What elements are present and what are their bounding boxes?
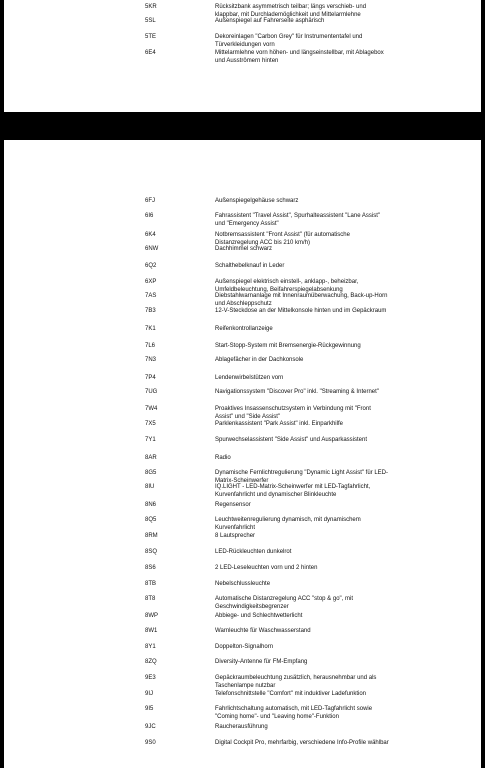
option-code: 6E4 <box>145 50 156 56</box>
option-description: Nebelschlussleuchte <box>215 581 271 587</box>
option-description: Ablagefächer in der Dachkonsole <box>215 357 304 363</box>
option-description: Notbremsassistent "Front Assist" (für automatische Distanzregelung ACC bis 210 km/h) <box>215 232 350 247</box>
option-description: IQ.LIGHT - LED-Matrix-Scheinwerfer mit LED-Tagfahrlicht, Kurvenfahrlicht und dynamischer Blinkleuchte <box>215 484 371 499</box>
option-description: Reifenkontrollanzeige <box>215 326 273 332</box>
option-code: 7K1 <box>145 326 156 332</box>
option-description: Diversity-Antenne für FM-Empfang <box>215 659 308 665</box>
option-code: 8N6 <box>145 502 157 508</box>
option-description: Parklenkassistent "Park Assist" inkl. Einparkhilfe <box>215 421 343 427</box>
option-description: Proaktives Insassenschutzsystem in Verbindung mit "Front Assist" und "Side Assist" <box>215 406 371 421</box>
option-code: 9JC <box>145 724 156 730</box>
option-code: 8W1 <box>145 628 158 634</box>
option-description: Rücksitzbank asymmetrisch teilbar; längs verschieb- und klappbar, mit Durchlademöglichkeit und Mittelarmlehne <box>215 4 367 19</box>
option-description: Schalthebelknauf in Leder <box>215 263 285 269</box>
option-code: 7UG <box>145 389 158 395</box>
option-description: Dekoreinlagen "Carbon Grey" für Instrumententafel und Türverkleidungen vorn <box>215 34 363 49</box>
option-description: Digital Cockpit Pro, mehrfarbig, verschiedene Info-Profile wählbar <box>215 740 389 746</box>
option-code: 7Y1 <box>145 437 156 443</box>
document-page-2 <box>4 140 481 768</box>
option-code: 8G5 <box>145 470 157 476</box>
option-description: 8 Lautsprecher <box>215 533 256 539</box>
option-code: 8Q5 <box>145 517 157 523</box>
option-description: Start-Stopp-System mit Bremsenergie-Rückgewinnung <box>215 343 361 349</box>
option-description: Abbiege- und Schlechtwetterlicht <box>215 613 303 619</box>
option-code: 8AR <box>145 455 157 461</box>
option-description: Mittelarmlehne vorn höhen- und längseinstellbar, mit Ablagebox und Ausströmern hinten <box>215 50 384 65</box>
option-code: 8WP <box>145 613 159 619</box>
option-code: 9IJ <box>145 691 154 697</box>
option-code: 9E3 <box>145 675 156 681</box>
option-code: 7B3 <box>145 308 156 314</box>
option-code: 8ZQ <box>145 659 157 665</box>
option-description: Dachhimmel schwarz <box>215 246 273 252</box>
option-description: Automatische Distanzregelung ACC "stop & go", mit Geschwindigkeitsbegrenzer <box>215 596 353 611</box>
option-code: 7X5 <box>145 421 156 427</box>
document-page-1 <box>4 0 481 112</box>
option-description: Fahrlichtschaltung automatisch, mit LED-Tagfahrlicht sowie "Coming home"- und "Leaving home"-Funktion <box>215 706 373 721</box>
option-code: 8IU <box>145 484 155 490</box>
option-description: Warnleuchte für Waschwasserstand <box>215 628 311 634</box>
option-code: 8RM <box>145 533 158 539</box>
option-code: 7N3 <box>145 357 157 363</box>
option-code: 5TE <box>145 34 157 40</box>
option-description: Doppelton-Signalhorn <box>215 644 274 650</box>
option-description: Außenspiegelgehäuse schwarz <box>215 198 299 204</box>
option-description: Fahrassistent "Travel Assist", Spurhalteassistent "Lane Assist" und "Emergency Assist" <box>215 213 381 228</box>
option-description: Leuchtweitenregulierung dynamisch, mit dynamischem Kurvenfahrlicht <box>215 517 361 532</box>
option-code: 7L6 <box>145 343 156 349</box>
option-code: 7P4 <box>145 375 156 381</box>
option-code: 5KR <box>145 4 157 10</box>
option-code: 6Q2 <box>145 263 157 269</box>
option-code: 6FJ <box>145 198 156 204</box>
option-code: 6XP <box>145 279 157 285</box>
option-code: 8TB <box>145 581 157 587</box>
option-code: 8SQ <box>145 549 158 555</box>
option-description: Spurwechselassistent "Side Assist" und Ausparkassistent <box>215 437 368 443</box>
option-code: 5SL <box>145 18 156 24</box>
option-description: Telefonschnittstelle "Comfort" mit induktiver Ladefunktion <box>215 691 366 697</box>
option-code: 7W4 <box>145 406 158 412</box>
option-code: 9I5 <box>145 706 154 712</box>
option-description: Außenspiegel auf Fahrerseite asphärisch <box>215 18 325 24</box>
option-code: 8Y1 <box>145 644 156 650</box>
option-code: 6NW <box>145 246 159 252</box>
option-description: Radio <box>215 455 231 461</box>
option-description: Navigationssystem "Discover Pro" inkl. "Streaming & Internet" <box>215 389 379 395</box>
option-description: Lendenwirbelstützen vorn <box>215 375 284 381</box>
option-description: 2 LED-Leseleuchten vorn und 2 hinten <box>215 565 318 571</box>
option-code: 7AS <box>145 293 157 299</box>
option-description: Regensensor <box>215 502 251 508</box>
option-description: 12-V-Steckdose an der Mittelkonsole hinten und im Gepäckraum <box>215 308 387 314</box>
option-description: Diebstahlwarnanlage mit Innenraumüberwachung, Back-up-Horn und Abschleppschutz <box>215 293 388 308</box>
option-description: Dynamische Fernlichtregulierung "Dynamic Light Assist" für LED-Matrix-Scheinwerfer <box>215 470 388 485</box>
option-code: 9S0 <box>145 740 156 746</box>
option-description: Gepäckraumbeleuchtung zusätzlich, herausnehmbar und als Taschenlampe nutzbar <box>215 675 377 690</box>
option-code: 8S6 <box>145 565 156 571</box>
option-code: 6K4 <box>145 232 156 238</box>
option-description: Raucherausführung <box>215 724 268 730</box>
option-description: LED-Rückleuchten dunkelrot <box>215 549 292 555</box>
option-code: 6I6 <box>145 213 154 219</box>
option-code: 8T8 <box>145 596 156 602</box>
option-description: Außenspiegel elektrisch einstell-, anklapp-, beheizbar, Umfeldbeleuchtung, Beifahrerspiegelabsenkung <box>215 279 359 294</box>
